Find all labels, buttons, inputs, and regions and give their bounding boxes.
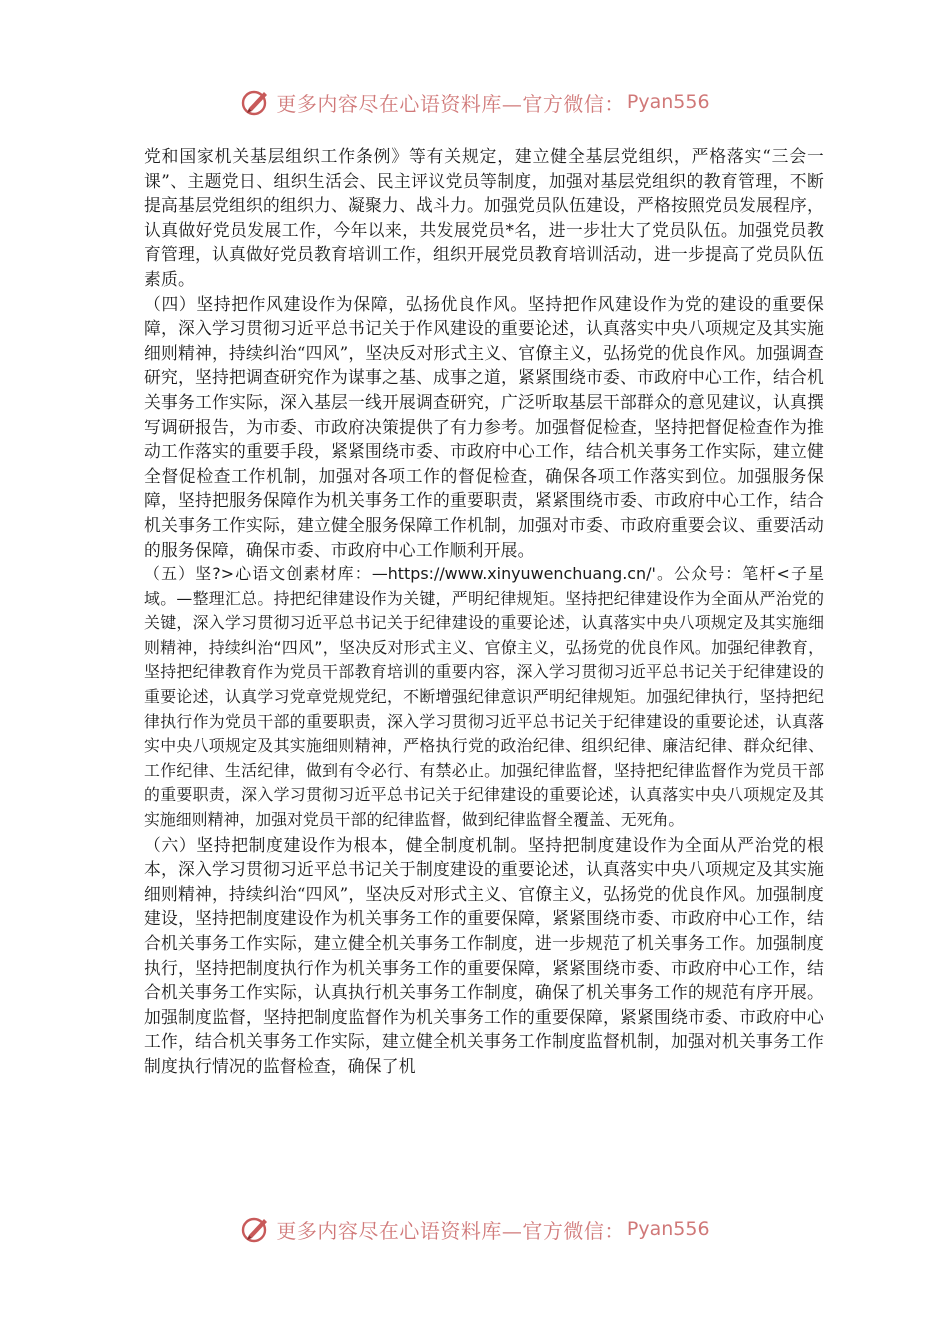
banner-text: 更多内容尽在心语资料库—官方微信： (276, 91, 625, 116)
document-body (144, 144, 824, 1079)
paragraph-organization: 党和国家机关基层组织工作条例》等有关规定，建立健全基层党组织，严格落实“三会一课”、主题党日、组织生活会、民主评议党员等制度，加强对基层党组织的教育管理，不断提高基层党组织的组织力、凝聚力、战斗力。加强党员队伍建设，严格按照党员发展程序，认真做好党员发展工作，今年以来，共发展党员*名，进一步壮大了党员队伍。加强党员教育管理，认真做好党员教育培训工作，组织开展党员教育培训活动，进一步提高了党员队伍素质。 (144, 146, 824, 289)
pen-logo-icon (240, 86, 272, 118)
paragraph-institution-building: （六）坚持把制度建设作为根本，健全制度机制。坚持把制度建设作为全面从严治党的根本，深入学习贯彻习近平总书记关于制度建设的重要论述，认真落实中央八项规定及其实施细则精神，持续纠治“四风”，坚决反对形式主义、官僚主义，弘扬党的优良作风。加强制度建设，坚持把制度建设作为机关事务工作的重要保障，紧紧围绕市委、市政府中心工作，结合机关事务工作实际，建立健全机关事务工作制度，进一步规范了机关事务工作。加强制度执行，坚持把制度执行作为机关事务工作的重要保障，紧紧围绕市委、市政府中心工作，结合机关事务工作实际，认真执行机关事务工作制度，确保了机关事务工作的规范有序开展。加强制度监督，坚持把制度监督作为机关事务工作的重要保障，紧紧围绕市委、市政府中心工作，结合机关事务工作实际，建立健全机关事务工作制度监督机制，加强对机关事务工作制度执行情况的监督检查，确保了机 (144, 834, 824, 1076)
pen-logo-icon (240, 1213, 272, 1245)
banner-text: 更多内容尽在心语资料库—官方微信： (276, 1218, 625, 1243)
header-banner (0, 82, 950, 122)
footer-banner (0, 1209, 950, 1249)
paragraph-discipline-building: （五）坚?>心语文创素材库：—https://www.xinyuwenchuang.cn/'。公众号：笔杆<子星域。—整理汇总。持把纪律建设作为关键，严明纪律规矩。坚持把纪律建设作为全面从严治党的关键，深入学习贯彻习近平总书记关于纪律建设的重要论述，认真落实中央八项规定及其实施细则精神，持续纠治“四风”，坚决反对形式主义、官僚主义，弘扬党的优良作风。加强纪律教育，坚持把纪律教育作为党员干部教育培训的重要内容，深入学习贯彻习近平总书记关于纪律建设的重要论述，认真学习党章党规党纪，不断增强纪律意识严明纪律规矩。加强纪律执行，坚持把纪律执行作为党员干部的重要职责，深入学习贯彻习近平总书记关于纪律建设的重要论述，认真落实中央八项规定及其实施细则精神，严格执行党的政治纪律、组织纪律、廉洁纪律、群众纪律、工作纪律、生活纪律，做到有令必行、有禁必止。加强纪律监督，坚持把纪律监督作为党员干部的重要职责，深入学习贯彻习近平总书记关于纪律建设的重要论述，认真落实中央八项规定及其实施细则精神，加强对党员干部的纪律监督，做到纪律监督全覆盖、无死角。 (144, 564, 824, 830)
wechat-id: Pyan556 (626, 91, 710, 113)
paragraph-style-building: （四）坚持把作风建设作为保障，弘扬优良作风。坚持把作风建设作为党的建设的重要保障，深入学习贯彻习近平总书记关于作风建设的重要论述，认真落实中央八项规定及其实施细则精神，持续纠治“四风”，坚决反对形式主义、官僚主义，弘扬党的优良作风。加强调查研究，坚持把调查研究作为谋事之基、成事之道，紧紧围绕市委、市政府中心工作，结合机关事务工作实际，深入基层一线开展调查研究，广泛听取基层干部群众的意见建议，认真撰写调研报告，为市委、市政府决策提供了有力参考。加强督促检查，坚持把督促检查作为推动工作落实的重要手段，紧紧围绕市委、市政府中心工作，结合机关事务工作实际，建立健全督促检查工作机制，加强对各项工作的督促检查，确保各项工作落实到位。加强服务保障，坚持把服务保障作为机关事务工作的重要职责，紧紧围绕市委、市政府中心工作，结合机关事务工作实际，建立健全服务保障工作机制，加强对市委、市政府重要会议、重要活动的服务保障，确保市委、市政府中心工作顺利开展。 (144, 293, 824, 560)
wechat-id: Pyan556 (626, 1218, 710, 1240)
